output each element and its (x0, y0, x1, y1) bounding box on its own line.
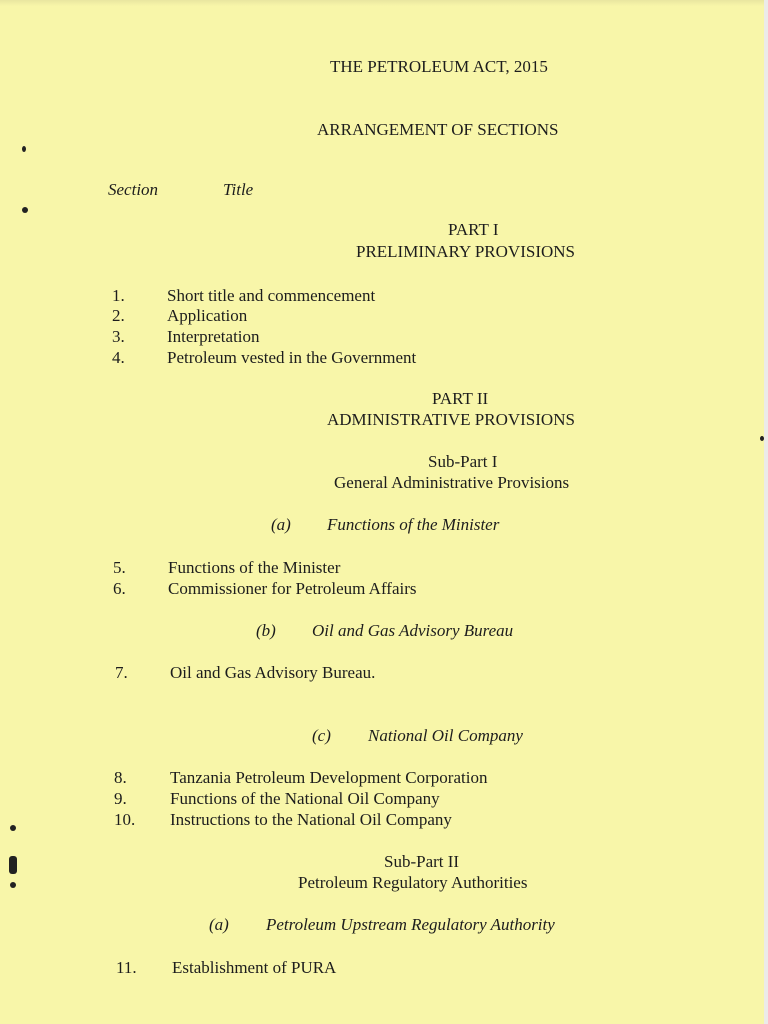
section-number: 11. (116, 958, 137, 977)
part-2-heading: ADMINISTRATIVE PROVISIONS (327, 410, 575, 429)
group-a-letter: (a) (271, 515, 291, 534)
section-title: Application (167, 306, 248, 325)
section-number: 8. (114, 768, 127, 787)
section-number: 2. (112, 306, 125, 325)
section-title: Petroleum vested in the Government (167, 348, 417, 367)
scan-speck (10, 882, 16, 888)
section-number: 1. (112, 286, 125, 305)
part-1-label: PART I (448, 220, 499, 239)
section-number: 4. (112, 348, 125, 367)
document-subtitle: ARRANGEMENT OF SECTIONS (317, 120, 559, 139)
section-title: Functions of the National Oil Company (170, 789, 440, 808)
page-edge-right (764, 0, 768, 1024)
part-2-label: PART II (432, 389, 489, 408)
part-1-heading: PRELIMINARY PROVISIONS (356, 242, 575, 261)
scan-speck (10, 825, 16, 831)
group-a-title: Functions of the Minister (327, 515, 500, 534)
section-number: 6. (113, 579, 126, 598)
section-title: Functions of the Minister (168, 558, 341, 577)
section-title: Commissioner for Petroleum Affairs (168, 579, 417, 598)
page-edge-top (0, 0, 768, 6)
section-title: Establishment of PURA (172, 958, 337, 977)
group-a-letter: (a) (209, 915, 229, 934)
section-number: 5. (113, 558, 126, 577)
column-header-title: Title (223, 180, 254, 199)
section-title: Tanzania Petroleum Development Corporation (170, 768, 488, 787)
scan-speck (9, 856, 17, 874)
subpart-1-label: Sub-Part I (428, 452, 498, 471)
group-b-letter: (b) (256, 621, 276, 640)
section-title: Instructions to the National Oil Company (170, 810, 452, 829)
section-title: Short title and commencement (167, 286, 376, 305)
section-title: Interpretation (167, 327, 260, 346)
group-a-title: Petroleum Upstream Regulatory Authority (266, 915, 555, 934)
document-title: THE PETROLEUM ACT, 2015 (330, 57, 548, 76)
section-number: 10. (114, 810, 136, 829)
scan-speck (22, 146, 26, 152)
scan-speck (22, 207, 28, 213)
section-number: 7. (115, 663, 128, 682)
scan-speck (760, 436, 764, 441)
group-b-title: Oil and Gas Advisory Bureau (312, 621, 514, 640)
column-header-section: Section (108, 180, 159, 199)
subpart-1-heading: General Administrative Provisions (334, 473, 570, 492)
group-c-letter: (c) (312, 726, 331, 745)
subpart-2-label: Sub-Part II (384, 852, 460, 871)
section-number: 9. (114, 789, 127, 808)
section-number: 3. (112, 327, 125, 346)
group-c-title: National Oil Company (368, 726, 523, 745)
section-title: Oil and Gas Advisory Bureau. (170, 663, 376, 682)
subpart-2-heading: Petroleum Regulatory Authorities (298, 873, 528, 892)
